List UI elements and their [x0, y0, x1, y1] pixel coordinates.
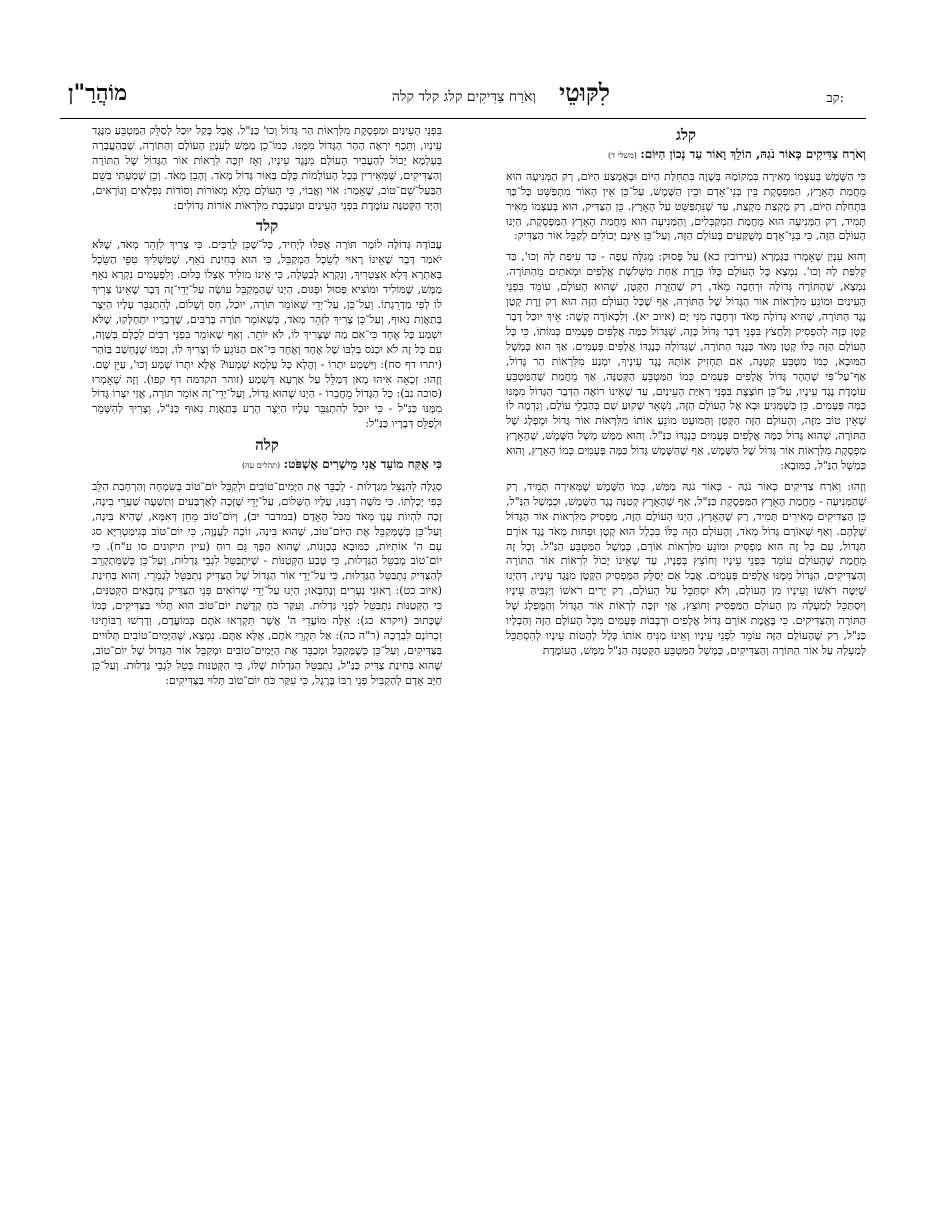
- paragraph: כִּי הַשֶּׁמֶשׁ בְּעַצְמוֹ מְאִירָה בִּמְקוֹמָהּ בְּשָׁוֶה בִּתְחִלַּת הַיּוֹם וּבְאֶמְצַע הַיּוֹם, רַק הַמְּנִיעָה הוּא מֵחֲמַת הָאָרֶץ, הַמַּפְסֶקֶת בֵּין בְּנֵי־אָדָם וּבֵין הַשֶּׁמֶשׁ, עַל־כֵּן אֵין הָאוֹר מִתְפַּשֵּׁט כָּל־כָּךְ בִּתְחִלַּת הַיּוֹם, רַק מְקְצַת מִקְצַת, עַד שֶׁנִּתְפַּשֵּׁט עַל הָאָרֶץ. כֵּן הַצַּדִּיק, הוּא בְּעַצְמוֹ מֵאִיר תָּמִיד, רַק הַמְּנִיעָה הוּא מֵחֲמַת הַמְקַבְּלִים, וְהַמְּנִיעָה הוּא מֵחֲמַת הָאָרֶץ הַמַּפְסֶקֶת, הַיְנוּ הָעוֹלָם הַזֶּה, כִּי בְּנֵי־אָדָם מְשֻׁקָּעִים בָּעוֹלָם הַזֶּה, וְעַל־כֵּן אֵינָם יְכוֹלִים לְקַבֵּל אוֹר הַצַּדִּיק:: [506, 169, 866, 243]
- heading-source: (תהלים עה): [241, 461, 281, 471]
- author-title: מוֹהֲרַ"ן: [68, 80, 128, 106]
- heading-source: (משלי ד): [607, 150, 637, 160]
- page-number: קב:: [826, 91, 844, 106]
- paragraph: סְגֻלָּה לְהִנָּצֵל מִגַּדְלוּת - לְכַבֵּד אֶת הַיָּמִים־טוֹבִים וּלְקַבֵּל יוֹם־טוֹב בְּשִׂמְחָה וְהַרְחָבַת הַלֵּב כְּפִי יְכָלְתּוֹ. כִּי מֹשֶׁה רַבֵּנוּ, עָלָיו הַשָּׁלוֹם, עַל־יְדֵי שֶׁזָּכָה לְאַרְבָּעִים וְתִשְׁעָה שַׁעֲרֵי בִינָה, זָכָה לִהְיוֹת עָנָו מְאֹד מִכֹּל הָאָדָם (במדבר יב), וְיוֹם־טוֹב מֵחֵן דְּאִמָּא, שֶׁהִיא בִּינָה, וְעַל־כֵּן כְּשֶׁמְּקַבֵּל אֶת הַיּוֹם־טוֹב, שֶׁהוּא בִּינָה, זוֹכֶה לַעֲנָוָה, כִּי יוֹם־טוֹב בְּגִימַטְרִיָּא סג עִם ה' אוֹתִיּוֹת, כַּמּוּבָא בְּכַוָּנוֹת, שֶׁהוּא הַפֶּךְ גֵּם רוּחַ (עיין תיקונים סו ע"ח). כִּי יוֹם־טוֹב מְבַטֵּל הַגַּדְלוּת, כִּי טֶבַע הַקְּטַנּוֹת - שֶׁיִּתְבַּטֵּל לִגְבֵי גַּדְלוּת, וְעַל־כֵּן כְּשֶׁמִּתְקָרֵב לְהַצַּדִּיק נִתְבַּטֵּל הַגַּדְלוּת, כִּי עַל־יְדֵי אוֹר הַגָּדוֹל שֶׁל הַצַּדִּיק נִתְבַּטֵּל לְגַמְרֵי. וְהוּא בְּחִינַת (איוב כט): רָאוּנִי נְעָרִים וְנֶחְבָּאוּ; הַיְנוּ עַל־יְדֵי שֶׁרוֹאִים פְּנֵי הַצַּדִּיק נֶחְבָּאִים הַקְּטַנִּים, כִּי הַקְּטַנּוֹת נִתְבַּטֵּל לִפְנֵי גַּדְלוּת. וְעִקַּר כֹּחַ קְדֻשַּׁת יוֹם־טוֹב הוּא תָּלוּי בַּצַּדִּיקִים, כְּמוֹ שֶׁכָּתוּב (ויקרא כג): אֵלֶּה מוֹעֲדֵי ה' אֲשֶׁר תִּקְרְאוּ אֹתָם בְּמוֹעֲדָם, וְדָרְשׁוּ רַבּוֹתֵינוּ זִכְרוֹנָם לִבְרָכָה (ר"ה כה): אַל תִּקְרֵי אֹתָם, אֶלָּא אַתֶּם. נִמְצָא, שֶׁהַיָּמִים־טוֹבִים תְּלוּיִים בַּצַּדִּיקִים, וְעַל־כֵּן כְּשֶׁמְּקַבֵּל וּמְכַבֵּד אֶת הַיָּמִים־טוֹבִים וּמְקַבֵּל אוֹר הַגָּדוֹל שֶׁל יוֹם־טוֹב, שֶׁהוּא בְּחִינַת צַדִּיק כַּנַּ"ל, נִתְבַּטֵּל הַגַּדְלוּת שֶׁלּוֹ, כִּי הַקְּטַנּוּת בָּטֵל לִגְבֵי גַּדְלוּת. וְעַל־כֵּן חַיָּב אָדָם לְהַקְבִּיל פְּנֵי רַבּוֹ בָּרֶגֶל, כִּי עִקַּר כֹּחַ יוֹם־טוֹב תָּלוּי בַּצַּדִּיקִים:: [92, 479, 442, 687]
- left-column: [92, 124, 442, 695]
- book-title: לִקּוּטֵי: [559, 78, 610, 107]
- running-subtitle: וְאֹרַח צַדִּיקִים קלג קלד קלה: [391, 89, 536, 105]
- section-number: קלג: [676, 126, 696, 144]
- page-header: [60, 78, 866, 119]
- paragraph: וְזֶהוּ: וְאֹרַח צַדִּיקִים כְּאוֹר נֹגַהּ - כְּאוֹר נֹגַהּ מַמָּשׁ, כְּמוֹ הַשֶּׁמֶשׁ שֶׁמְּאִירָה תָּמִיד, רַק שֶׁהַמְּנִיעָה - מֵחֲמַת הָאָרֶץ הַמַּפְסֶקֶת כַּנַּ"ל, אַף שֶׁהָאָרֶץ קְטַנָּה נֶגֶד הַשֶּׁמֶשׁ, וּכְמָשָׁל הַנַּ"ל, כֵּן הַצַּדִּיקִים מְאִירִים תָּמִיד, רַק שֶׁהָאָרֶץ, הַיְנוּ הָעוֹלָם הַזֶּה, מַפְסִיק מִלִּרְאוֹת אוֹר הַגָּדוֹל שֶׁלָּהֶם. וְאַף שֶׁאוֹרָם גָּדוֹל מְאֹד, וְהָעוֹלָם הַזֶּה כֻּלּוֹ בִּכְלָל הוּא קָטָן וּפָחוּת מְאֹד נֶגֶד אוֹרָם הַגָּדוֹל, עִם כָּל זֶה הוּא מַפְסִיק וּמוֹנֵעַ מִלִּרְאוֹת אוֹרָם, כְּמָשָׁל הַמַּטְבֵּעַ הַנַּ"ל. וְכָל זֶה מֵחֲמַת שֶׁהָעוֹלָם עוֹמֵד בִּפְנֵי עֵינָיו וְחוֹצֵץ בְּפָנָיו, עַד שֶׁאֵינוֹ יָכוֹל לִרְאוֹת אוֹר הַתּוֹרָה וְהַצַּדִּיקִים, הַגָּדוֹל מִמֶּנּוּ אֲלָפִים פְּעָמִים. אֲבָל אִם יְסַלֵּק הַמַּפְסִיק הַקָּטָן מִנֶּגֶד עֵינָיו, דְּהַיְנוּ שֶׁיַּטֶּה רֹאשׁוֹ וְעֵינָיו מִן הָעוֹלָם, וְלֹא יִסְתַּכֵּל עַל הָעוֹלָם, רַק יָרִים רֹאשׁוֹ וְיַגְבִּיהַּ עֵינָיו וְיִסְתַּכֵּל לְמַעְלָה מִן הָעוֹלָם הַמַּפְסִיק וְחוֹצֵץ, אֲזַי יִזְכֶּה לִרְאוֹת אוֹר הַגָּדוֹל וְהַמֻּפְלָג שֶׁל הַתּוֹרָה וְהַצַּדִּיקִים. כִּי בֶּאֱמֶת אוֹרָם גָּדוֹל אֲלָפִים וּרְבָבוֹת פְּעָמִים מִכָּל הָעוֹלָם הַזֶּה וְהַבְלָיו כַּנַּ"ל, רַק שֶׁהָעוֹלָם הַזֶּה עוֹמֵד לִפְנֵי עֵינָיו וְאֵינוֹ מַנִּיחַ אוֹתוֹ כְּלָל לְהָטוֹת עֵינָיו לְהִסְתַּכֵּל לְמַעְלָה עַל אוֹר הַתּוֹרָה וְהַצַּדִּיקִים, כְּמָשָׁל הַמַּטְבֵּעַ הַקְּטַנָּה הַנַּ"ל מַמָּשׁ, הָעוֹמֶדֶת: [506, 479, 866, 657]
- section-number: קלה: [255, 436, 279, 455]
- heading-verse: וְאֹרַח צַדִּיקִים כְּאוֹר נֹגַהּ, הוֹלֵךְ וָאוֹר עַד נְכוֹן הַיּוֹם:: [640, 146, 866, 161]
- paragraph: עֲבוֹדָה גְּדוֹלָה לוֹמַר תּוֹרָה אֲפִלּוּ לְיָחִיד, כָּל־שֶׁכֵּן לָרַבִּים. כִּי צָרִיךְ לִזָּהֵר מְאֹד, שֶׁלֹּא יֹאמַר דָּבָר שֶׁאֵינוֹ רָאוּי לְשֵׂכֶל הַמְקַבֵּל, כִּי הוּא בְּחִינַת נֹאֵף, שֶׁמַּשְׁלִיךְ טִפֵּי הַשֵּׂכֶל בְּאַתְרָא דְּלָא אִצְטְרִיךְ, וְנִקְרָא לְבַטָּלָה, כִּי אֵינוֹ מוֹלִיד אֶצְלוֹ כְּלוּם. וְלִפְעָמִים נִקְרָא נֹאֵף מַמָּשׁ, שֶׁמּוֹלִיד וּמוֹצִיא פְּסוּל וּפְגּוּם, הַיְנוּ שֶׁהַמְקַבֵּל עוֹשֶׂה עַל־יְדֵי־זֶה דָּבָר שֶׁאֵינוֹ צָרִיךְ לוֹ לְפִי מַדְרֵגָתוֹ. וְעַל־כֵּן, עַל־יְדֵי שֶׁאוֹמֵר תּוֹרָה, יוּכַל, חַס וְשָׁלוֹם, לְהִתְגַּבֵּר עָלָיו הַיֵּצֶר בְּתַאֲוַת נִאוּף, וְעַל־כֵּן צָרִיךְ לִזָּהֵר מְאֹד, כְּשֶׁאוֹמֵר תּוֹרָה בָּרַבִּים, שֶׁדְּבָרָיו יִתְחַלְּקוּ, שֶׁלֹּא יִשְׁמַע כָּל אֶחָד כִּי־אִם מַה שֶּׁצָּרִיךְ לוֹ, לֹא יוֹתֵר. וְאַף שֶׁאוֹמֵר בִּפְנֵי רַבִּים לְכֻלָּם בְּשָׁוֶה, עִם כָּל זֶה לֹא יִכְנֹס בְּלִבּוֹ שֶׁל אֶחָד וְאֶחָד כִּי־אִם הַנּוֹגֵעַ לוֹ וְצָרִיךְ לוֹ, וְכִמּוֹ שֶׁנֶּחְשַׁב בַּזֹּהַר (יתרו דף סח): וַיִּשְׁמַע יִתְרוֹ - וְהֲלָא כָּל עָלְמָא שָׁמְעוּ? אֶלָּא יִתְרוֹ שָׁמַע וְכוּ', עַיֵּן שָׁם. וְזֶהוּ: זְכָאָה אִיהוּ מָאן דְּמַלֵּל עַל אַרְעָא דְּשְׁמַע (זוהר הקדמה דף קפו). וְזֶה שֶׁאָמְרוּ (סוכה נב): כָּל הַגָּדוֹל מֵחֲבֵרוֹ - הַיְנוּ שֶׁהוּא גָּדוֹל, וְעַל־יְדֵי־זֶה אוֹמֵר תּוֹרָה, אֲזַי יִצְרוֹ גָּדוֹל מִמֶּנּוּ כַּנַּ"ל - כִּי יוּכַל לְהִתְגַּבֵּר עָלָיו הַיֵּצֶר הָרָע בְּתַאֲוַת נִאוּף כַּנַּ"ל, וְצָרִיךְ לְהִשָּׁמֵר וּלְפַלֵּס דְּבָרָיו כַּנַּ"ל:: [92, 238, 442, 431]
- section-heading: [92, 457, 442, 474]
- right-column: [506, 124, 866, 665]
- section-heading: [506, 147, 866, 164]
- section-number: קלד: [255, 217, 279, 236]
- paragraph: בִּפְנֵי הָעֵינַיִם וּמַפְסֶקֶת מִלִּרְאוֹת הַר גָּדוֹל וְכוּ' כַּנַּ"ל. אֲבָל בְּקַל יוּכַל לְסַלֵּק הַמַּטְבֵּעַ מִנֶּגֶד עֵינָיו, וְתֵכֶף יִרְאֶה הָהָר הַגָּדוֹל מִמֶּנּוּ. כְּמוֹ־כֵן מַמָּשׁ לְעִנְיַן הָעוֹלָם וְהַתּוֹרָה, שֶׁבְּהַעֲבָרָה בְּעָלְמָא יָכוֹל לְהַעֲבִיר הָעוֹלָם מִנֶּגֶד עֵינָיו, וְאָז יִזְכֶּה לִרְאוֹת אוֹר הַגָּדוֹל שֶׁל הַתּוֹרָה וְהַצַּדִּיקִים, שֶׁמְּאִירִין בְּכָל הָעוֹלָמוֹת כֻּלָּם בְּאוֹר גָּדוֹל מְאֹד. וְהָבֵן מְאֹד. וְכֵן שָׁמַעְתִּי בְּשֵׁם הַבַּעַל־שֵׁם־טוֹב, שֶׁאָמַר: אוֹי וַאֲבוֹי, כִּי הָעוֹלָם מָלֵא מְאוֹרוֹת וְסוֹדוֹת נִפְלָאִים וְנוֹרָאִים, וְהַיָּד הַקְּטַנָּה עוֹמֶדֶת בִּפְנֵי הָעֵינַיִם וּמְעַכֶּבֶת מִלִּרְאוֹת אוֹרוֹת גְּדוֹלִים:: [92, 124, 442, 212]
- heading-verse: כִּי אֶקַּח מוֹעֵד אֲנִי מֵישָׁרִים אֶשְׁפֹּט:: [283, 457, 442, 472]
- paragraph: וְהוּא עִנְיַן שֶׁאָמְרוּ בַּגְּמָרָא (עירובין כא) עַל פָּסוּק: מְגִלָּה עָפָה - כַּד עִיפַת לָהּ וְכוּ', כַּד קְלִפַּת לָהּ וְכוּ'. נִמְצָא כָּל הָעוֹלָם כֻּלּוֹ כְּזֵרֶת אַחַת מִשְּׁלֹשֶׁת אֲלָפִים וּמָאתַיִם מֵהַתּוֹרָה. נִמְצָא, שֶׁהַתּוֹרָה גְּדוֹלָה וּרְחָבָה מְאֹד, רַק שֶׁהַזֵּרֶת הַקָּטָן, שֶׁהוּא הָעוֹלָם, עוֹמֵד בִּפְנֵי הָעֵינַיִם וּמוֹנֵעַ מִלִּרְאוֹת אוֹר הַגָּדוֹל שֶׁל הַתּוֹרָה, אַף שֶׁכָּל הָעוֹלָם הַזֶּה הוּא רַק זֶרֶת קָטָן נֶגֶד הַתּוֹרָה, שֶׁהִיא גְּדוֹלָה מְאֹד וּרְחָבָה מִנִּי יָם (איוב יא). וְלִכְאוֹרָה קָשֶׁה: אֵיךְ יוּכַל דָּבָר קָטָן כָּזֶה לְהַפְסִיק וְלַחֲצֹץ בִּפְנֵי דָּבָר גָּדוֹל כָּזֶה, שֶׁגָּדוֹל כַּמָּה אֲלָפִים פְּעָמִים כְּמוֹתוֹ, כִּי כָּל הָעוֹלָם הַזֶּה כֻּלּוֹ קָטָן מְאֹד כְּנֶגֶד הַתּוֹרָה, שֶׁגְּדוֹלָה כְּנֶגְדּוֹ אֲלָפִים פְּעָמִים. אַךְ הוּא כְּמָשָׁל הַמּוּבָא, כְּמוֹ מַטְבֵּעַ קְטַנָּה, אִם תַּחְזִיק אוֹתָהּ נֶגֶד עֵינֶיךָ, יִמְנַע מִלִּרְאוֹת הַר גָּדוֹל, אַף־עַל־פִּי שֶׁהָהָר גָּדוֹל אֲלָפִים פְּעָמִים כְּמוֹ הַמַּטְבֵּעַ הַקְּטַנָּה, אַךְ מֵחֲמַת שֶׁהַמַּטְבֵּעַ עוֹמֶדֶת נֶגֶד עֵינָיו, עַל־כֵּן חוֹצֶצֶת בִּפְנֵי רְאִיַּת הָעֵינַיִם, עַד שֶׁאֵינוֹ רוֹאֶה הַדָּבָר הַגָּדוֹל מִמֶּנּוּ כַּמָּה פְּעָמִים. כֵּן כְּשֶׁמַּגִּיעַ וּבָא אֶל הָעוֹלָם הַזֶּה, נִשְׁאָר שָׁקוּעַ שָׁם בְּהַבְלֵי עוֹלָם, וְנִדְמֶה לוֹ שֶׁאֵין טוֹב מִזֶּה, וְהָעוֹלָם הַזֶּה הַקָּטָן וְהַמּוּעָט מוֹנֵעַ אוֹתוֹ מִלִּרְאוֹת אוֹר גָּדוֹל וּמֻפְלָג שֶׁל הַתּוֹרָה, שֶׁהוּא גָּדוֹל כַּמָּה אֲלָפִים פְּעָמִים כְּנֶגְדּוֹ כַּנַּ"ל. וְהוּא מַמָּשׁ מָשָׁל הַשֶּׁמֶשׁ, שֶׁהָאָרֶץ מַפְסֶקֶת מִלִּרְאוֹת אוֹר גָּדוֹל שֶׁל הַשֶּׁמֶשׁ, אַף שֶׁהַשֶּׁמֶשׁ גָּדוֹל כַּמָּה פְּעָמִים כְּמוֹ הָאָרֶץ, וְהוּא כְּמָשָׁל הַנַּ"ל, כַּמּוּבָא:: [506, 250, 866, 473]
